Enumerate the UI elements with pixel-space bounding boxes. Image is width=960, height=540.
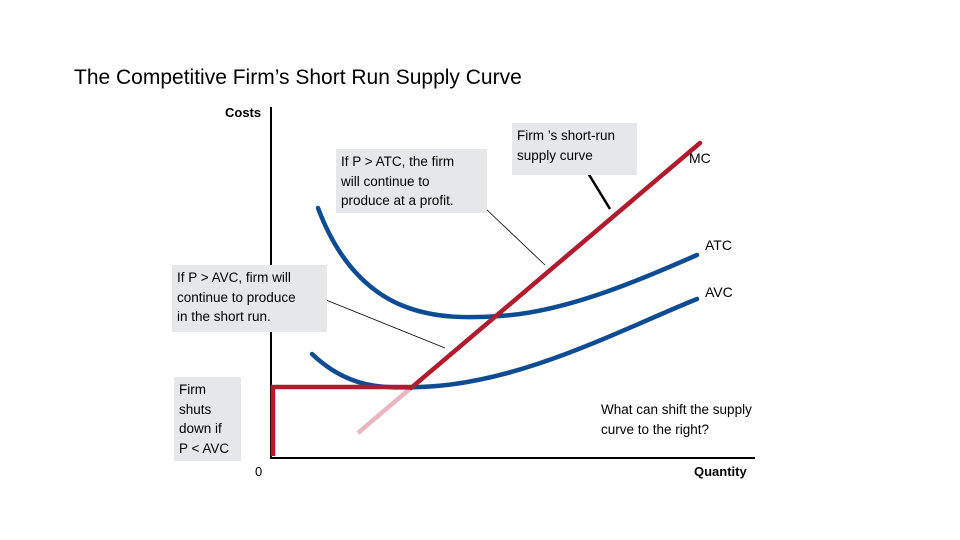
avc-label: AVC [705, 284, 733, 300]
callout-line: Firm ’s short-run [517, 128, 616, 143]
callout-shutdown [174, 377, 241, 461]
x-axis-label: Quantity [694, 464, 747, 479]
callout-line: If P > AVC, firm will [177, 270, 291, 285]
callout-line: shuts [179, 401, 212, 417]
callout-avc-rule [172, 265, 327, 332]
pointer-line-profit [485, 208, 545, 265]
callout-line: down if [179, 421, 222, 436]
callout-line: in the short run. [177, 309, 271, 324]
slide-title: The Competitive Firm’s Short Run Supply Curve [74, 66, 522, 89]
avc-curve [312, 299, 697, 387]
mc-curve-lower-faded [358, 387, 412, 433]
question-text [601, 400, 752, 439]
callout-line: supply curve [517, 147, 593, 163]
y-axis-label: Costs [225, 105, 262, 120]
callout-line: produce at a profit. [341, 193, 454, 208]
atc-label: ATC [705, 237, 732, 253]
callout-profit [336, 149, 487, 213]
pointer-line-supply [588, 173, 610, 209]
pointer-line-avc [326, 300, 445, 348]
mc-label: MC [689, 150, 711, 166]
short-run-supply-shutdown-segment [273, 387, 412, 456]
question-line: What can shift the supply [601, 402, 752, 417]
question-line: curve to the right? [601, 421, 710, 437]
atc-curve [318, 208, 697, 317]
callout-supply-curve [512, 123, 637, 175]
callout-line: If P > ATC, the firm [341, 154, 455, 169]
callout-line: P < AVC [179, 440, 230, 456]
origin-label: 0 [255, 464, 263, 479]
callout-line: will continue to [341, 173, 430, 189]
callout-line: continue to produce [177, 289, 296, 305]
callout-line: Firm [179, 382, 206, 397]
